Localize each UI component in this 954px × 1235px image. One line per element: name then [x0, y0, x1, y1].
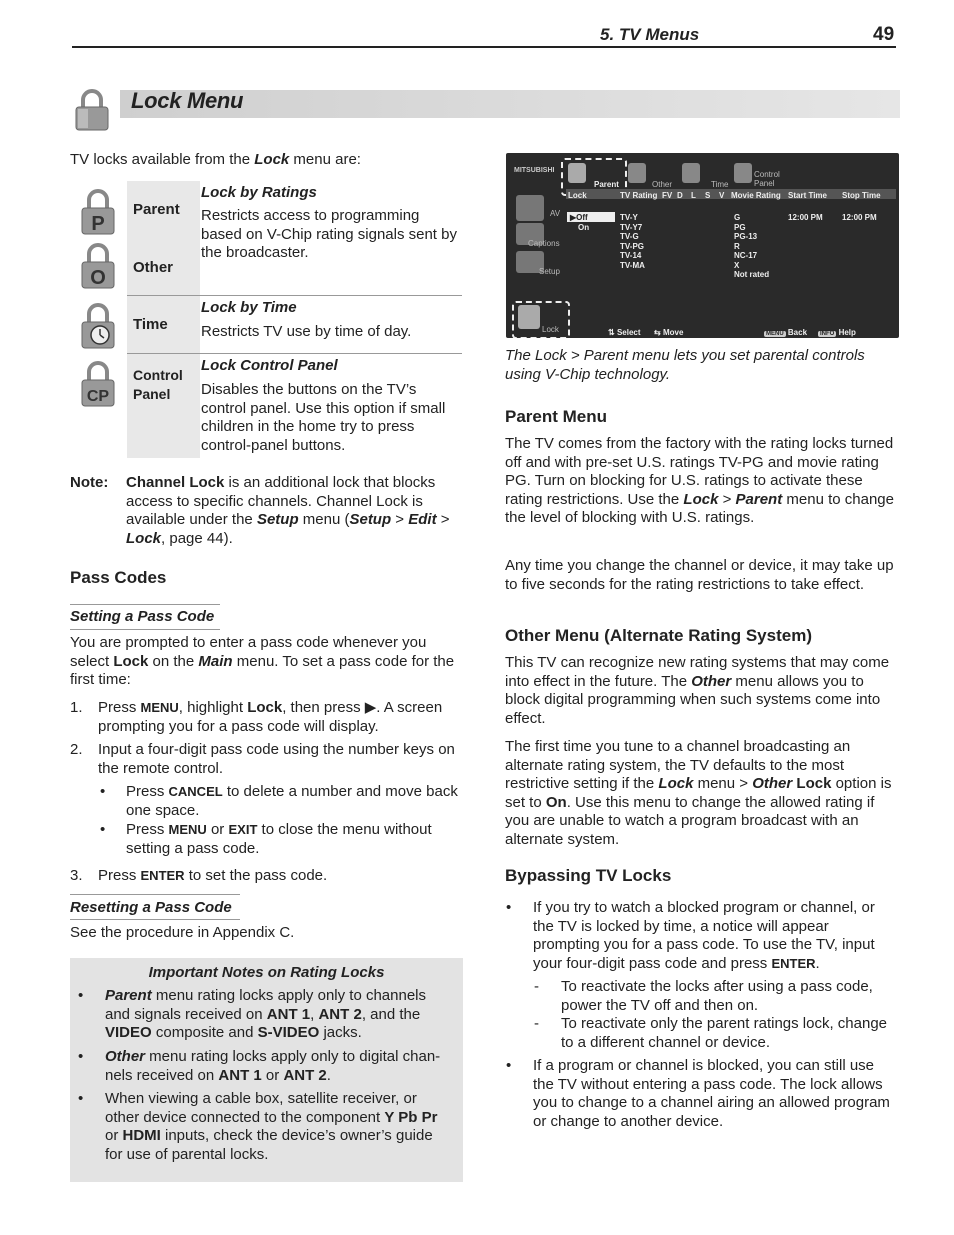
- footer-move: ⇆ Move: [654, 328, 684, 337]
- col-lock: Lock: [568, 191, 587, 200]
- ratings-heading: Lock by Ratings: [201, 184, 317, 201]
- movie-rating: PG-13: [734, 232, 758, 241]
- setting-pass-code-heading: Setting a Pass Code: [70, 608, 215, 625]
- col-fv: FV: [662, 191, 673, 200]
- control-panel-lock-icon: [80, 360, 116, 408]
- bypassing-bullet-1: If you try to watch a blocked program or channel, or the TV is locked by time, a notice will appear prompting you for a pass code. To use the TV, input your four-digit pass code and press ENTER.: [533, 899, 875, 972]
- col-l: L: [691, 191, 696, 200]
- other-menu-text: This TV can recognize new rating systems that may come into effect in the future. The Other menu allows you to block digital programming when such systems come into effect.: [505, 654, 890, 727]
- note-text: Channel Lock is an additional lock that blocks access to specific channels. Channel Lock is available under the Setup menu (Setup > Edit > Lock, page 44).: [126, 474, 450, 547]
- header-rule: [72, 46, 896, 48]
- step-3: Press ENTER to set the pass code.: [98, 867, 328, 884]
- svg-text:P: P: [91, 213, 105, 235]
- lock-icon: [74, 88, 110, 132]
- bypassing-dash-1: To reactivate the locks after using a pass code, power the TV off and then on.: [561, 978, 873, 1014]
- side-label-av: AV: [550, 209, 561, 218]
- tv-rating: TV-Y7: [620, 222, 643, 232]
- step-1: Press MENU, highlight Lock, then press ▶. A screen prompting you for a pass code will display.: [98, 699, 443, 735]
- bullet: •: [100, 821, 106, 838]
- tv-rating: TV-G: [620, 232, 639, 241]
- page-number: 49: [873, 24, 895, 45]
- brand-logo: MITSUBISHI: [514, 167, 555, 174]
- dash: -: [534, 1015, 539, 1032]
- other-menu-text-2: The first time you tune to a channel broadcasting an alternate rating system, the TV defaults to the most restrictive setting if the Lock menu > Other Lock option is set to On. Use this menu to change the allowed rating if you are unable to watch a program broadcast with an alternate system.: [505, 738, 892, 848]
- tv-rating: TV-PG: [620, 241, 645, 251]
- step-2-bullet-2: Press MENU or EXIT to close the menu without setting a pass code.: [126, 821, 432, 857]
- movie-rating: PG: [734, 222, 746, 232]
- step-number: 2.: [70, 741, 83, 758]
- setting-intro: You are prompted to enter a pass code whenever you select Lock on the Main menu. To set a pass code for the first time:: [70, 634, 455, 689]
- bullet: •: [78, 1048, 84, 1065]
- step-2: Input a four-digit pass code using the number keys on the remote control.: [98, 741, 455, 777]
- col-s: S: [705, 191, 711, 200]
- bullet: •: [78, 987, 84, 1004]
- svg-text:O: O: [90, 267, 106, 289]
- bullet: •: [506, 899, 512, 916]
- rule: [70, 919, 240, 920]
- other-menu-heading: Other Menu (Alternate Rating System): [505, 626, 812, 645]
- parent-menu-heading: Parent Menu: [505, 407, 608, 426]
- time-lock-icon: [80, 302, 116, 350]
- note-parent: Parent menu rating locks apply only to channels and signals received on ANT 1, ANT 2, and the VIDEO composite and S-VIDEO jacks.: [105, 987, 427, 1042]
- bullet: •: [100, 783, 106, 800]
- movie-rating: NC-17: [734, 251, 758, 260]
- ratings-text: Restricts access to programming based on V-Chip rating signals sent by the broadcaster.: [201, 207, 457, 262]
- resetting-text: See the procedure in Appendix C.: [70, 924, 295, 941]
- other-label: Other: [133, 259, 174, 276]
- movie-rating: X: [734, 260, 740, 270]
- rule: [70, 894, 240, 895]
- time-heading: Lock by Time: [201, 299, 297, 316]
- tab-other: Other: [652, 180, 673, 189]
- side-label-lock: Lock: [542, 325, 559, 334]
- footer-back: MENU Back: [766, 328, 808, 337]
- page-title: Lock Menu: [131, 88, 244, 113]
- other-lock-icon: [80, 242, 116, 290]
- rule: [70, 604, 220, 605]
- col-d: D: [677, 191, 683, 200]
- movie-rating: G: [734, 213, 741, 222]
- stop-time-value: 12:00 PM: [842, 213, 877, 222]
- lock-parent-menu-screenshot: [506, 153, 899, 338]
- tab-parent: Parent: [594, 180, 619, 189]
- parent-label: Parent: [133, 201, 180, 218]
- note-other: Other menu rating locks apply only to digital chan-nels received on ANT 1 or ANT 2.: [105, 1048, 441, 1084]
- bullet: •: [78, 1090, 84, 1107]
- footer-help: INFO Help: [820, 328, 856, 337]
- col-tv-rating: TV Rating: [620, 191, 658, 200]
- parent-menu-text: The TV comes from the factory with the rating locks turned off and with pre-set U.S. ratings TV-PG and movie rating PG. Turn on blocking for U.S. ratings to activate these rating restrictions. Use the Lock > Parent menu to change the level of blocking with U.S. ratings.: [505, 435, 894, 527]
- bullet: •: [506, 1057, 512, 1074]
- movie-rating: R: [734, 241, 740, 251]
- lock-option-on: On: [578, 223, 590, 232]
- tab-time: Time: [711, 180, 729, 189]
- control-label: Control: [133, 367, 183, 383]
- movie-rating: Not rated: [734, 270, 770, 279]
- step-number: 1.: [70, 699, 83, 716]
- note-label: Note:: [70, 474, 109, 491]
- tv-rating: TV-Y: [620, 213, 638, 222]
- panel-label: Panel: [133, 386, 171, 402]
- lock-option-off: ▶Off: [570, 213, 588, 222]
- note-component: When viewing a cable box, satellite receiver, or other device connected to the component Y Pb Pr or HDMI inputs, check the device’s owner’s guide for use of parental locks.: [105, 1090, 438, 1163]
- parent-menu-text-2: Any time you change the channel or device, it may take up to five seconds for the rating restrictions to take effect.: [505, 557, 894, 593]
- rule: [70, 629, 220, 630]
- col-start-time: Start Time: [788, 191, 827, 200]
- start-time-value: 12:00 PM: [788, 213, 823, 222]
- parent-lock-icon: [80, 188, 116, 236]
- col-stop-time: Stop Time: [842, 191, 881, 200]
- time-text: Restricts TV use by time of day.: [201, 323, 412, 340]
- bypassing-bullet-2: If a program or channel is blocked, you can still use the TV without entering a pass code. The lock allows you to change to a channel airing an allowed program or change to another device.: [533, 1057, 890, 1130]
- tab-control-panel: Control Panel: [754, 170, 780, 188]
- col-v: V: [719, 191, 725, 200]
- footer-select: ⇅ Select: [608, 328, 641, 337]
- bypassing-heading: Bypassing TV Locks: [505, 866, 672, 885]
- step-2-bullet-1: Press CANCEL to delete a number and move back one space.: [126, 783, 458, 819]
- pass-codes-heading: Pass Codes: [70, 568, 167, 587]
- cp-text: Disables the buttons on the TV’s control panel. Use this option if small children in the home try to press control-panel buttons.: [201, 381, 446, 454]
- time-label: Time: [133, 316, 168, 333]
- cp-heading: Lock Control Panel: [201, 357, 338, 374]
- dash: -: [534, 978, 539, 995]
- svg-text:CP: CP: [86, 388, 110, 405]
- important-notes-title: Important Notes on Rating Locks: [148, 964, 385, 981]
- step-number: 3.: [70, 867, 83, 884]
- tv-rating: TV-14: [620, 251, 642, 260]
- header-section-title: 5. TV Menus: [600, 25, 700, 44]
- side-label-captions: Captions: [528, 239, 560, 248]
- bypassing-dash-2: To reactivate only the parent ratings lock, change to a different channel or device.: [561, 1015, 888, 1051]
- side-label-setup: Setup: [539, 267, 560, 276]
- screenshot-caption: The Lock > Parent menu lets you set parental controls using V-Chip technology.: [505, 347, 865, 383]
- intro-text: TV locks available from the Lock menu are:: [70, 151, 361, 168]
- col-movie-rating: Movie Rating: [731, 191, 781, 200]
- resetting-pass-code-heading: Resetting a Pass Code: [70, 899, 232, 916]
- tv-rating: TV-MA: [620, 260, 645, 270]
